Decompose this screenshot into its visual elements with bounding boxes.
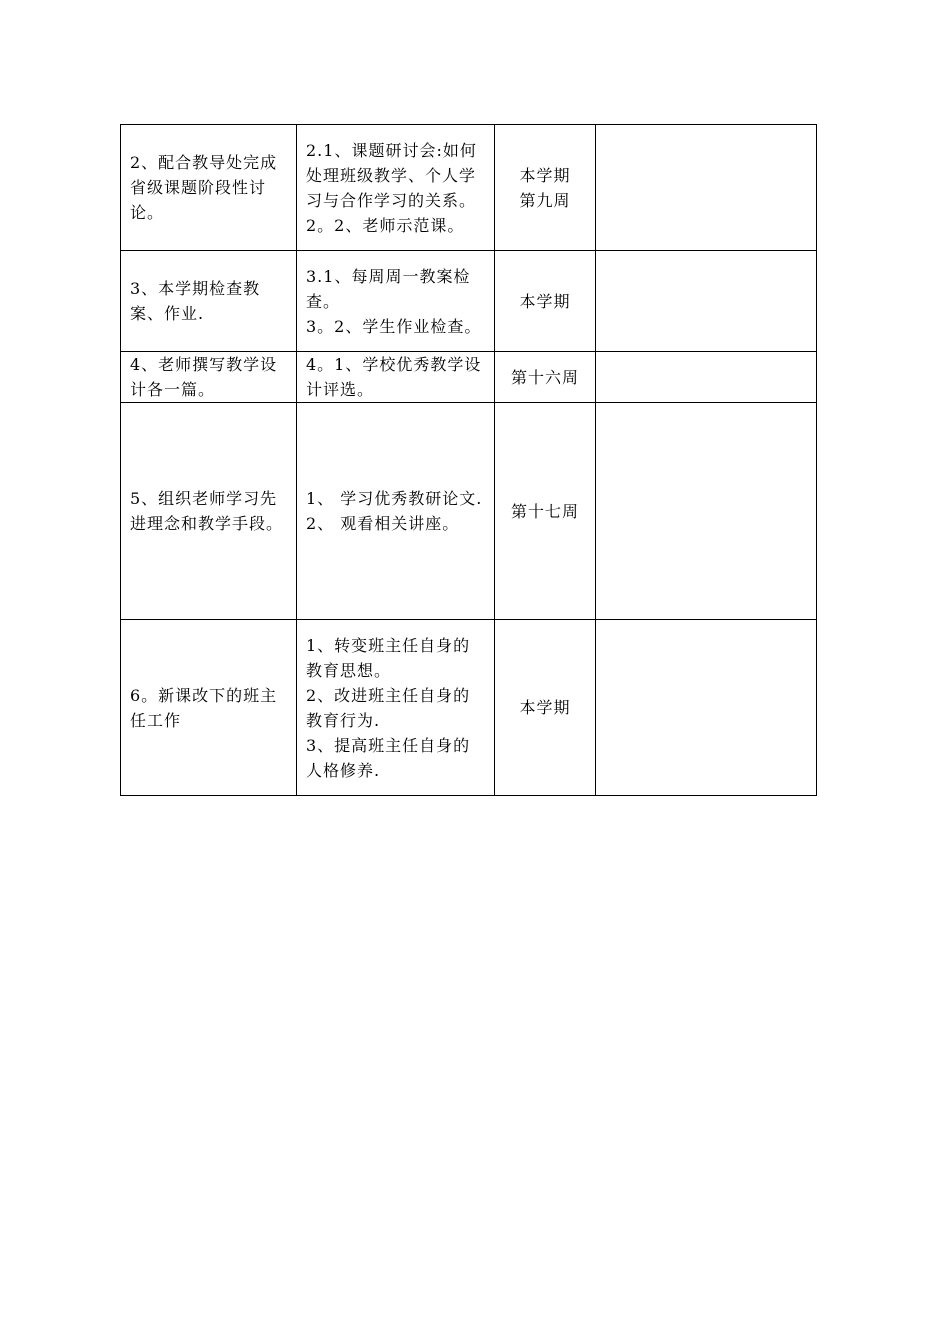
time-text: 本学期 (519, 291, 571, 311)
detail-cell (297, 125, 495, 251)
note-cell (596, 620, 817, 796)
time-text: 本学期 (519, 698, 571, 717)
task-text: 5、组织老师学习先进理念和教学手段。 (130, 489, 284, 533)
detail-cell (297, 403, 495, 620)
time-cell (495, 251, 596, 352)
table-row (121, 352, 817, 403)
task-cell (121, 620, 297, 796)
task-text: 3、本学期检查教案、作业. (130, 279, 261, 323)
task-cell (121, 403, 297, 620)
detail-line: 2、 观看相关讲座。 (306, 514, 460, 533)
detail-cell (297, 352, 495, 403)
detail-line: 2、改进班主任自身的教育行为. (306, 685, 471, 730)
task-text: 6。新课改下的班主任工作 (130, 685, 278, 730)
time-text: 第十六周 (510, 367, 579, 387)
task-text: 2、配合教导处完成省级课题阶段性讨论。 (130, 153, 278, 222)
detail-line: 3。2、学生作业检查。 (306, 316, 482, 336)
detail-line: 1、 学习优秀教研论文. (306, 489, 483, 508)
table-row (121, 620, 817, 796)
note-cell (596, 251, 817, 352)
detail-line: 4。1、学校优秀教学设计评选。 (306, 355, 482, 399)
task-cell (121, 352, 297, 403)
table-row (121, 403, 817, 620)
table-row (121, 251, 817, 352)
task-cell (121, 251, 297, 352)
note-cell (596, 125, 817, 251)
time-text: 本学期第九周 (519, 165, 571, 210)
detail-line: 3.1、每周周一教案检查。 (306, 266, 471, 311)
detail-cell (297, 251, 495, 352)
note-cell (596, 403, 817, 620)
time-text: 第十七周 (510, 501, 579, 521)
work-plan-table (120, 124, 817, 796)
detail-line: 3、提高班主任自身的人格修养. (306, 735, 471, 780)
time-cell (495, 620, 596, 796)
detail-cell (297, 620, 495, 796)
table-row (121, 125, 817, 251)
detail-line: 1、转变班主任自身的教育思想。 (306, 635, 471, 680)
detail-line: 2.1、课题研讨会:如何处理班级教学、个人学习与合作学习的关系。 (306, 140, 477, 210)
time-cell (495, 403, 596, 620)
task-cell (121, 125, 297, 251)
task-text: 4、老师撰写教学设计各一篇。 (130, 355, 278, 399)
detail-line: 2。2、老师示范课。 (306, 215, 465, 235)
note-cell (596, 352, 817, 403)
time-cell (495, 125, 596, 251)
time-cell (495, 352, 596, 403)
